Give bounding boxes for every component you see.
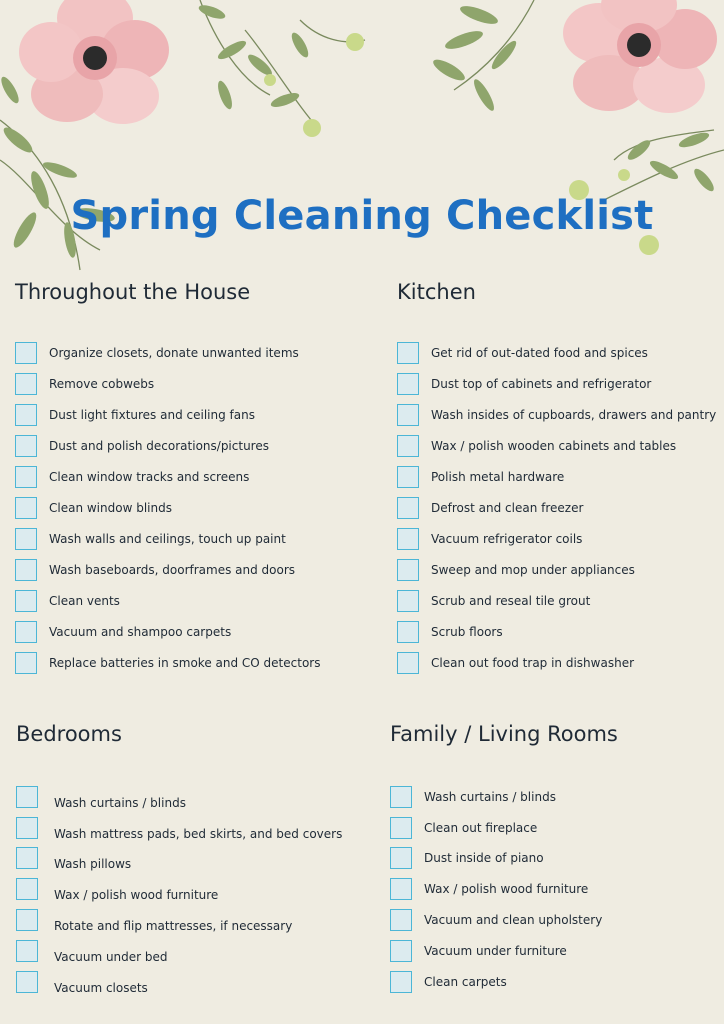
item-label: Organize closets, donate unwanted items <box>49 346 299 360</box>
item-label: Vacuum under furniture <box>424 944 567 958</box>
item-label: Clean vents <box>49 594 120 608</box>
section-heading: Kitchen <box>397 280 476 304</box>
checkbox[interactable] <box>16 878 38 900</box>
item-label: Remove cobwebs <box>49 377 155 391</box>
checklist-item <box>15 496 172 520</box>
checklist-item <box>390 816 537 840</box>
section-kitchen <box>397 280 717 670</box>
item-label: Dust and polish decorations/pictures <box>49 439 269 453</box>
item-label: Clean out food trap in dishwasher <box>431 656 635 670</box>
item-label: Wash insides of cupboards, drawers and pantry <box>431 408 717 422</box>
checklist-item <box>390 877 588 901</box>
checkbox[interactable] <box>397 652 419 674</box>
checklist-item <box>397 527 582 551</box>
checkbox[interactable] <box>15 404 37 426</box>
item-label: Dust top of cabinets and refrigerator <box>431 377 652 391</box>
item-label: Rotate and flip mattresses, if necessary <box>54 919 293 933</box>
checkbox[interactable] <box>15 342 37 364</box>
checkbox[interactable] <box>15 621 37 643</box>
item-label: Get rid of out-dated food and spices <box>431 346 648 360</box>
item-label: Scrub floors <box>431 625 503 639</box>
checkbox[interactable] <box>15 466 37 488</box>
checkbox[interactable] <box>15 590 37 612</box>
item-label: Scrub and reseal tile grout <box>431 594 591 608</box>
checklist-item <box>15 403 255 427</box>
item-label: Wax / polish wooden cabinets and tables <box>431 439 677 453</box>
item-label: Dust light fixtures and ceiling fans <box>49 408 255 422</box>
item-label: Vacuum under bed <box>54 950 168 964</box>
section-bedrooms <box>16 722 343 995</box>
checkbox[interactable] <box>15 435 37 457</box>
checklist-item <box>397 465 564 489</box>
checklist-item <box>397 496 583 520</box>
checklist-item <box>16 877 218 901</box>
checklist-item <box>397 372 651 396</box>
item-label: Wash curtains / blinds <box>424 790 556 804</box>
item-label: Dust inside of piano <box>424 851 544 865</box>
checkbox[interactable] <box>390 817 412 839</box>
checkbox[interactable] <box>15 559 37 581</box>
item-label: Clean out fireplace <box>424 821 538 835</box>
item-label: Defrost and clean freezer <box>431 501 584 515</box>
checklist-item <box>16 939 168 963</box>
item-label: Wax / polish wood furniture <box>424 882 589 896</box>
checkbox[interactable] <box>390 786 412 808</box>
item-label: Wax / polish wood furniture <box>54 888 219 902</box>
checkbox[interactable] <box>397 404 419 426</box>
checklist-item <box>397 620 503 644</box>
item-label: Wash walls and ceilings, touch up paint <box>49 532 286 546</box>
checklist-item <box>15 434 269 458</box>
item-label: Wash baseboards, doorframes and doors <box>49 563 296 577</box>
item-label: Vacuum closets <box>54 981 148 995</box>
checkbox[interactable] <box>397 559 419 581</box>
checklist-item <box>15 620 231 644</box>
section-throughout-the-house <box>15 280 321 670</box>
checklist-item <box>390 939 567 963</box>
checklist-item <box>15 527 286 551</box>
checkbox[interactable] <box>397 590 419 612</box>
checkbox[interactable] <box>397 373 419 395</box>
page-title: Spring Cleaning Checklist <box>70 193 654 239</box>
checkbox[interactable] <box>15 373 37 395</box>
checklist-item <box>15 589 120 613</box>
checklist-item <box>397 434 676 458</box>
checkbox[interactable] <box>390 878 412 900</box>
checklist-item <box>397 558 635 582</box>
item-label: Wash pillows <box>54 857 132 871</box>
section-heading: Family / Living Rooms <box>390 722 618 746</box>
item-label: Clean carpets <box>424 975 507 989</box>
checkbox[interactable] <box>397 342 419 364</box>
checkbox[interactable] <box>390 909 412 931</box>
checkbox[interactable] <box>390 847 412 869</box>
checklist-item <box>390 846 544 870</box>
item-label: Vacuum and clean upholstery <box>424 913 603 927</box>
checkbox[interactable] <box>390 971 412 993</box>
item-label: Vacuum and shampoo carpets <box>49 625 232 639</box>
item-label: Clean window tracks and screens <box>49 470 250 484</box>
checklist-item <box>16 816 342 840</box>
checkbox[interactable] <box>15 652 37 674</box>
checklist-item <box>16 785 186 809</box>
checklist-item <box>397 341 648 365</box>
item-label: Sweep and mop under appliances <box>431 563 635 577</box>
checkbox[interactable] <box>16 847 38 869</box>
item-label: Polish metal hardware <box>431 470 565 484</box>
checklist-item <box>15 341 299 365</box>
section-heading: Bedrooms <box>16 722 122 746</box>
checkbox[interactable] <box>15 528 37 550</box>
checklist-item <box>15 372 154 396</box>
checkbox[interactable] <box>397 528 419 550</box>
checkbox[interactable] <box>16 971 38 993</box>
checkbox[interactable] <box>16 817 38 839</box>
checkbox[interactable] <box>397 435 419 457</box>
checklist-item <box>16 846 131 870</box>
checkbox[interactable] <box>397 466 419 488</box>
checkbox[interactable] <box>16 786 38 808</box>
checklist-item <box>15 465 249 489</box>
section-heading: Throughout the House <box>15 280 251 304</box>
checkbox[interactable] <box>390 940 412 962</box>
item-label: Replace batteries in smoke and CO detectors <box>49 656 321 670</box>
checkbox[interactable] <box>15 497 37 519</box>
checklist-item <box>16 970 148 994</box>
item-label: Vacuum refrigerator coils <box>431 532 583 546</box>
checklist-item <box>15 651 320 675</box>
checklist-item <box>390 785 556 809</box>
item-label: Clean window blinds <box>49 501 172 515</box>
item-label: Wash mattress pads, bed skirts, and bed covers <box>54 827 343 841</box>
checklist-item <box>390 908 602 932</box>
checklist-item <box>397 589 590 613</box>
checkbox[interactable] <box>16 940 38 962</box>
checklist-item <box>397 651 634 675</box>
checklist-item <box>16 908 292 932</box>
checklist-item <box>15 558 295 582</box>
checklist-item <box>390 970 507 994</box>
item-label: Wash curtains / blinds <box>54 796 186 810</box>
checkbox[interactable] <box>16 909 38 931</box>
checkbox[interactable] <box>397 497 419 519</box>
checklist-item <box>397 403 716 427</box>
checkbox[interactable] <box>397 621 419 643</box>
section-family-living-rooms <box>390 722 618 989</box>
